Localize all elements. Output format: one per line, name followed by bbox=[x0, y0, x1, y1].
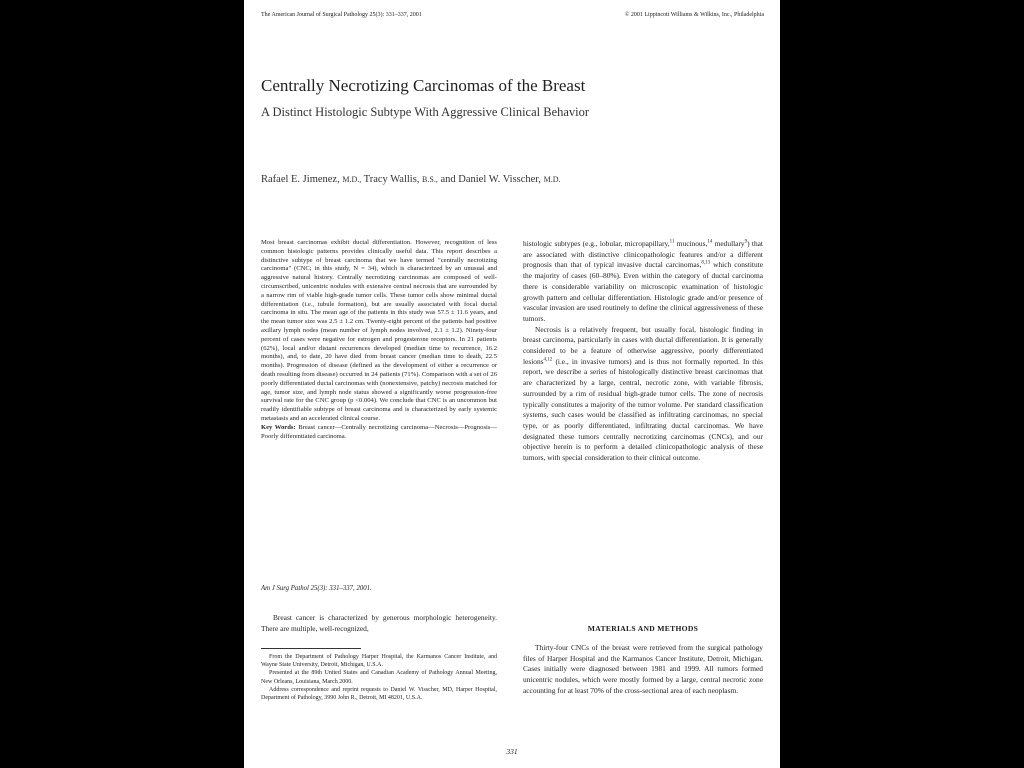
article-subtitle: A Distinct Histologic Subtype With Aggressive Clinical Behavior bbox=[261, 105, 590, 119]
running-head bbox=[261, 12, 764, 18]
author-name: Daniel W. Visscher, bbox=[458, 174, 542, 185]
article-title: Centrally Necrotizing Carcinomas of the Breast bbox=[261, 76, 586, 95]
keywords bbox=[261, 424, 497, 442]
author-name: Rafael E. Jimenez, bbox=[261, 174, 340, 185]
footnotes bbox=[261, 653, 497, 702]
introduction bbox=[261, 612, 497, 634]
right-column bbox=[523, 239, 763, 464]
author-degree: M.D. bbox=[543, 175, 561, 184]
footnote-presentation: Presented at the 89th United States and Canadian Academy of Pathology Annual Meeting, New Orleans, Louisiana, March 2000. bbox=[261, 670, 497, 685]
right-paragraph-1: histologic subtypes (e.g., lobular, micropapillary,$^{11}$ mucinous,$^{14}$ medullary$^9$) that are associated with distinctive clinicopathologic features and/or a different prognosis than that of typical invasive ductal carcinomas,$^{8,13}$ which constitute the majority of cases (60–80%). Even within the category of ductal carcinoma there is considerable variability on microscopic examination of histologic growth pattern and cellular differentiation. Histologic grade and/or presence of vascular invasion are used routinely to define the clinical aggressiveness of these tumors. bbox=[523, 239, 763, 323]
methods-section bbox=[523, 643, 763, 697]
section-heading: MATERIALS AND METHODS bbox=[587, 624, 699, 633]
footnote-divider bbox=[261, 648, 361, 649]
keywords-label: Key Words: bbox=[261, 423, 296, 431]
abstract bbox=[261, 239, 497, 441]
author-name: Tracy Wallis, bbox=[363, 174, 420, 185]
author-line bbox=[261, 174, 761, 185]
page-number: 331 bbox=[506, 747, 518, 756]
footnote-correspondence: Address correspondence and reprint requests to Daniel W. Visscher, MD, Harper Hospital, Department of Pathology, 3990 John R., Detroit, MI 48201, U.S.A. bbox=[261, 686, 497, 702]
running-head-journal: The American Journal of Surgical Pathology 25(3): 331–337, 2001 bbox=[261, 12, 422, 18]
right-paragraph-2: Necrosis is a relatively frequent, but usually focal, histologic finding in breast carcinoma, particularly in cases with ductal differentiation. It is generally considered to be a feature of otherwise aggressive, poorly differentiated lesions$^{4,12}$ (i.e., in invasive tumors) and is thus not formally reported. In this report, we describe a series of histologically distinctive breast carcinomas that are characterized by a large, central, necrotic zone, with variable fibrosis, surrounded by a rim of residual high-grade tumor cells. The zone of necrosis typically constitutes a majority of the tumor volume. Per standard classification systems, such cases would be classified as infiltrating carcinomas, no special type, or as poorly differentiated, infiltrating ductal carcinomas. We have designated these tumors centrally necrotizing carcinomas (CNCs), and our objective herein is to perform a detailed clinicopathologic analysis of these tumors, with special consideration to their clinical outcome. bbox=[523, 324, 763, 463]
author-degree: M.D., bbox=[342, 175, 362, 184]
footnote-affiliation: From the Department of Pathology Harper Hospital, the Karmanos Cancer Institute, and Wayne State University, Detroit, Michigan, U.S.A. bbox=[261, 654, 497, 669]
running-head-copyright: © 2001 Lippincott Williams & Wilkins, Inc., Philadelphia bbox=[624, 12, 764, 18]
keywords-text: Breast cancer—Centrally necrotizing carcinoma—Necrosis—Prognosis—Poorly differentiated carcinoma. bbox=[261, 423, 498, 440]
abstract-text: Most breast carcinomas exhibit ductal differentiation. However, recognition of less common histologic patterns provides clinically useful data. This report describes a distinctive subtype of breast carcinoma that we have termed "centrally necrotizing carcinoma" (CNC; in this study, N = 34), which is characterized by an unusual and aggressive natural history. Centrally necrotizing carcinomas are composed of well-circumscribed, unicentric nodules with extensive central necrosis that are surrounded by a narrow rim of viable high-grade tumor cells. These tumor cells show minimal ductal differentiation (i.e., tubule formation), but are usually associated with focal ductal carcinoma in situ. The mean age of the patients in this study was 57.5 ± 11.6 years, and the mean tumor size was 2.5 ± 1.2 cm. Twenty-eight percent of the patients had positive axillary lymph nodes (mean number of lymph nodes involved, 2.1 ± 1.2). Ninety-four percent of cases were negative for estrogen and progesterone receptors. In 21 patients (62%), local and/or distant recurrences developed (median time to recurrence, 16.2 months), and, to date, 20 have died from breast cancer (median time to death, 22.5 months). Progression of disease (defined as the development of either a recurrence or death resulting from disease) occurred in 24 patients (71%). Comparison with a set of 26 poorly differentiated ductal carcinomas with (nonextensive, patchy) necrosis matched for age, tumor size, and lymph node status showed a significantly worse progression-free survival rate for the CNC group (p <0.004). We conclude that CNC is an uncommon but readily identifiable subtype of breast carcinoma and is characterized by early systemic metastasis and an accelerated clinical course. bbox=[261, 239, 497, 422]
author-degree: B.S., bbox=[422, 175, 438, 184]
methods-paragraph: Thirty-four CNCs of the breast were retrieved from the surgical pathology files of Harper Hospital and the Karmanos Cancer Institute, Detroit, Michigan. Cases initially were diagnosed between 1981 and 1999. All tumors formed unicentric nodules, which were mostly formed by a large, central necrotic zone accounting for at least 70% of the cross-sectional area of each neoplasm. bbox=[523, 643, 763, 695]
citation: Am J Surg Pathol 25(3): 331–337, 2001. bbox=[261, 585, 372, 592]
journal-page bbox=[244, 0, 780, 768]
intro-paragraph: Breast cancer is characterized by generous morphologic heterogeneity. There are multiple, well-recognized, bbox=[261, 613, 497, 633]
author-conjunction: and bbox=[440, 174, 456, 185]
